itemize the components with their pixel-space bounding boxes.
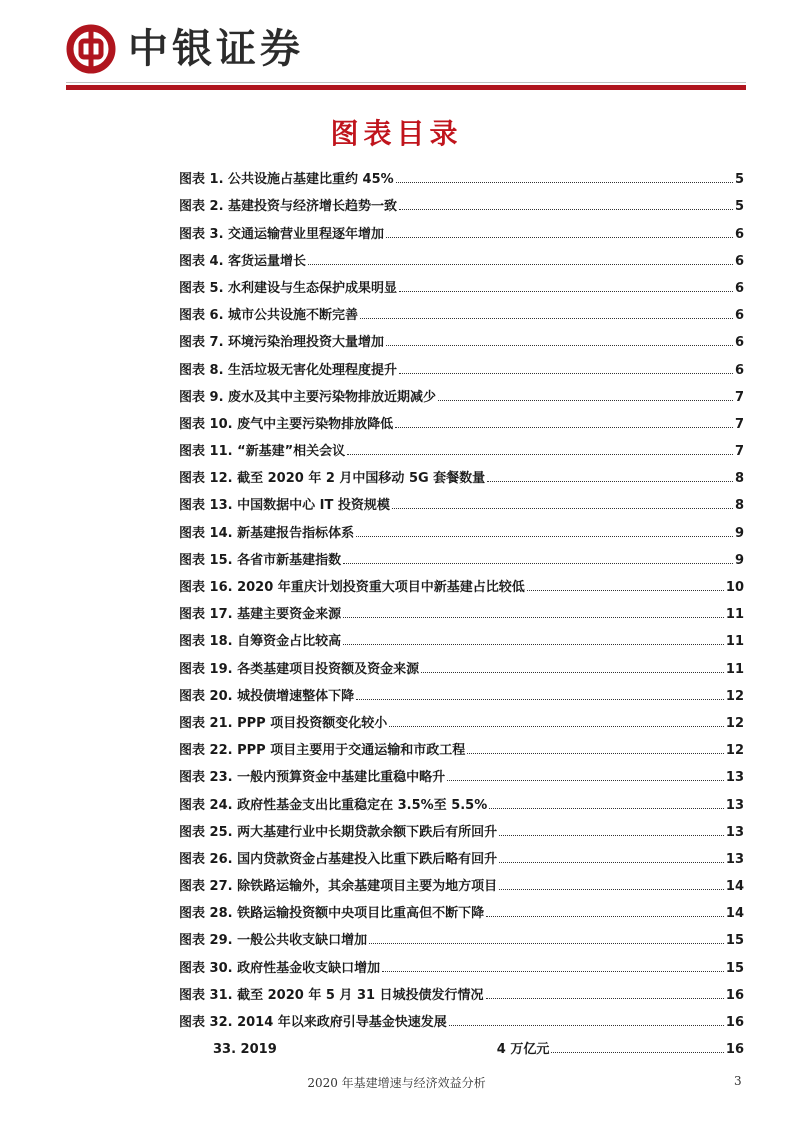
- bank-of-china-logo-icon: [66, 24, 116, 74]
- toc-entry[interactable]: [179, 785, 744, 812]
- toc-title: 图表目录: [330, 117, 463, 150]
- toc-entry-label: 图表 13. 中国数据中心 IT 投资规模: [179, 498, 390, 514]
- brand-name: 中银证券: [128, 25, 304, 72]
- toc-entry[interactable]: [179, 921, 744, 948]
- toc-entry[interactable]: [179, 677, 744, 704]
- toc-leader-dots: [467, 752, 724, 754]
- toc-entry-label-mid: 4 万亿元: [496, 1042, 550, 1058]
- toc-entry[interactable]: [179, 1003, 744, 1030]
- toc-leader-dots: [551, 1051, 724, 1053]
- toc-leader-dots: [343, 616, 724, 618]
- toc-entry[interactable]: [179, 568, 744, 595]
- toc-entry-label: 图表 11. “新基建”相关会议: [179, 444, 346, 460]
- toc-leader-dots: [421, 671, 724, 673]
- toc-entry-label: 图表 27. 除铁路运输外，其余基建项目主要为地方项目: [179, 879, 498, 895]
- toc-entry-label: 图表 8. 生活垃圾无害化处理程度提升: [179, 362, 398, 378]
- toc-entry-page: 16: [725, 1015, 744, 1030]
- toc-leader-dots: [486, 997, 724, 999]
- toc-entry-label: 图表 10. 废气中主要污染物排放降低: [179, 416, 394, 432]
- toc-entry-label: 图表 9. 废水及其中主要污染物排放近期减少: [179, 389, 437, 405]
- toc-entry[interactable]: [179, 622, 744, 649]
- toc-entry[interactable]: [179, 432, 744, 459]
- toc-entry-page: 11: [725, 661, 744, 677]
- toc-entry-page: 5: [734, 172, 744, 188]
- toc-entry-label: 图表 1. 公共设施占基建比重约 45%: [179, 172, 394, 188]
- toc-leader-dots: [486, 915, 724, 917]
- toc-entry[interactable]: [179, 595, 744, 622]
- toc-entry-page: 14: [725, 906, 744, 922]
- toc-entry-page: 6: [734, 362, 744, 378]
- toc-entry[interactable]: [179, 405, 744, 432]
- toc-leader-dots: [382, 970, 724, 972]
- toc-entry-page: 13: [725, 824, 744, 840]
- toc-entry-label: 图表 15. 各省市新基建指数: [179, 552, 342, 568]
- toc-entry-label: 图表 24. 政府性基金支出比重稳定在 3.5%至 5.5%: [179, 797, 488, 813]
- toc-entry-label: 图表 17. 基建主要资金来源: [179, 607, 342, 623]
- toc-entry[interactable]: [179, 704, 744, 731]
- toc-entry-label: 图表 2. 基建投资与经济增长趋势一致: [179, 199, 398, 215]
- toc-entry[interactable]: [179, 976, 744, 1003]
- toc-entry-page: 5: [734, 199, 744, 215]
- toc-leader-dots: [396, 181, 733, 183]
- toc-leader-dots: [356, 535, 733, 537]
- toc-entry-page: 9: [734, 552, 744, 568]
- toc-leader-dots: [449, 1024, 724, 1026]
- toc-entry-label: 图表 22. PPP 项目主要用于交通运输和市政工程: [179, 743, 466, 759]
- toc-entry-page: 16: [725, 1042, 744, 1058]
- toc-entry[interactable]: [179, 242, 744, 269]
- header-divider-thin: [66, 82, 746, 83]
- toc-entry[interactable]: [179, 840, 744, 867]
- toc-entry-label: 图表 3. 交通运输营业里程逐年增加: [179, 226, 385, 242]
- toc-entry-label: 图表 4. 客货运量增长: [179, 253, 307, 269]
- toc-leader-dots: [499, 834, 724, 836]
- toc-entry[interactable]: [179, 214, 744, 241]
- toc-entry-label: 图表 16. 2020 年重庆计划投资重大项目中新基建占比较低: [179, 580, 525, 595]
- toc-leader-dots: [386, 344, 733, 346]
- toc-leader-dots: [487, 480, 733, 482]
- toc-entry-label: 33. 2019: [213, 1042, 277, 1058]
- toc-entry-page: 11: [725, 607, 744, 623]
- toc-entry-label: 图表 21. PPP 项目投资额变化较小: [179, 715, 388, 731]
- toc-entry-page: 9: [734, 525, 744, 541]
- toc-entry[interactable]: [179, 649, 744, 676]
- toc-entry[interactable]: [179, 160, 744, 187]
- toc-entry-label: 图表 30. 政府性基金收支缺口增加: [179, 960, 381, 976]
- toc-leader-dots: [399, 290, 733, 292]
- toc-entry-label: 图表 5. 水利建设与生态保护成果明显: [179, 280, 398, 296]
- toc-entry-label: 图表 19. 各类基建项目投资额及资金来源: [179, 661, 420, 677]
- toc-entry-label: 图表 25. 两大基建行业中长期贷款余额下跌后有所回升: [179, 824, 498, 840]
- toc-entry-page: 12: [725, 715, 744, 731]
- toc-leader-dots: [447, 779, 724, 781]
- toc-entry[interactable]: [179, 486, 744, 513]
- toc-entry[interactable]: [179, 350, 744, 377]
- toc-entry-page: 13: [725, 851, 744, 867]
- toc-leader-dots: [347, 453, 733, 455]
- toc-entry-page: 7: [734, 389, 744, 405]
- toc-entry-page: 16: [725, 987, 744, 1003]
- toc-leader-dots: [369, 942, 724, 944]
- toc-leader-dots: [499, 888, 724, 890]
- toc-entry-page: 6: [734, 280, 744, 296]
- toc-entry[interactable]: [179, 948, 744, 975]
- toc-leader-dots: [395, 426, 733, 428]
- toc-leader-dots: [392, 507, 733, 509]
- toc-entry-label: 图表 26. 国内贷款资金占基建投入比重下跌后略有回升: [179, 851, 498, 867]
- toc-entry[interactable]: [179, 187, 744, 214]
- toc-entry[interactable]: [179, 1030, 744, 1057]
- toc-leader-dots: [399, 208, 733, 210]
- footer-title: 2020 年基建增速与经济效益分析: [307, 1076, 486, 1090]
- toc-entry[interactable]: [179, 813, 744, 840]
- toc-entry-label: 图表 7. 环境污染治理投资大量增加: [179, 335, 385, 351]
- toc-entry-label: 图表 12. 截至 2020 年 2 月中国移动 5G 套餐数量: [179, 471, 486, 487]
- toc-entry[interactable]: [179, 513, 744, 540]
- page-number: 3: [734, 1074, 742, 1088]
- toc-entry[interactable]: [179, 323, 744, 350]
- toc-entry-label: 图表 20. 城投债增速整体下降: [179, 688, 355, 704]
- toc-entry[interactable]: [179, 296, 744, 323]
- toc-entry-label: 图表 18. 自筹资金占比较高: [179, 634, 342, 650]
- toc-entry-page: 7: [734, 416, 744, 432]
- toc-entry-label: 图表 28. 铁路运输投资额中央项目比重高但不断下降: [179, 906, 485, 922]
- toc-entry[interactable]: [179, 894, 744, 921]
- toc-leader-dots: [389, 725, 724, 727]
- toc-entry-page: 15: [725, 933, 744, 949]
- toc-entry-page: 15: [725, 960, 744, 976]
- toc-entry-label: 图表 31. 截至 2020 年 5 月 31 日城投债发行情况: [179, 987, 484, 1003]
- toc-entry[interactable]: [179, 541, 744, 568]
- toc-entry-page: 11: [725, 634, 744, 650]
- toc-entry-page: 13: [725, 797, 744, 813]
- toc-entry[interactable]: [179, 269, 744, 296]
- table-of-figures: [179, 160, 744, 1057]
- page-header: [66, 24, 746, 88]
- toc-entry-page: 14: [725, 879, 744, 895]
- toc-entry-page: 12: [725, 743, 744, 759]
- toc-entry[interactable]: [179, 378, 744, 405]
- toc-entry-page: 6: [734, 226, 744, 242]
- toc-leader-dots: [499, 861, 724, 863]
- toc-leader-dots: [386, 236, 733, 238]
- toc-entry-page: 8: [734, 471, 744, 487]
- toc-entry-page: 12: [725, 688, 744, 704]
- toc-leader-dots: [399, 372, 733, 374]
- toc-entry-page: 8: [734, 498, 744, 514]
- toc-entry-page: 6: [734, 253, 744, 269]
- toc-leader-dots: [360, 317, 733, 319]
- toc-leader-dots: [343, 562, 733, 564]
- toc-entry-page: 7: [734, 444, 744, 460]
- toc-entry-label: 图表 32. 2014 年以来政府引导基金快速发展: [179, 1015, 447, 1030]
- toc-leader-dots: [343, 643, 724, 645]
- toc-entry-page: 6: [734, 308, 744, 324]
- toc-entry-page: 6: [734, 335, 744, 351]
- toc-leader-dots: [527, 589, 724, 591]
- toc-entry[interactable]: [179, 731, 744, 758]
- toc-entry-page: 10: [725, 580, 744, 595]
- toc-entry[interactable]: [179, 758, 744, 785]
- toc-leader-dots: [356, 698, 724, 700]
- toc-entry-label: 图表 6. 城市公共设施不断完善: [179, 308, 359, 324]
- toc-entry[interactable]: [179, 867, 744, 894]
- toc-entry-label: 图表 29. 一般公共收支缺口增加: [179, 933, 368, 949]
- toc-leader-dots: [438, 399, 733, 401]
- toc-entry[interactable]: [179, 459, 744, 486]
- toc-leader-dots: [489, 807, 724, 809]
- header-divider-red: [66, 85, 746, 90]
- toc-entry-page: 13: [725, 770, 744, 786]
- toc-entry-label: 图表 14. 新基建报告指标体系: [179, 525, 355, 541]
- toc-leader-dots: [308, 263, 733, 265]
- toc-entry-label: 图表 23. 一般内预算资金中基建比重稳中略升: [179, 770, 446, 786]
